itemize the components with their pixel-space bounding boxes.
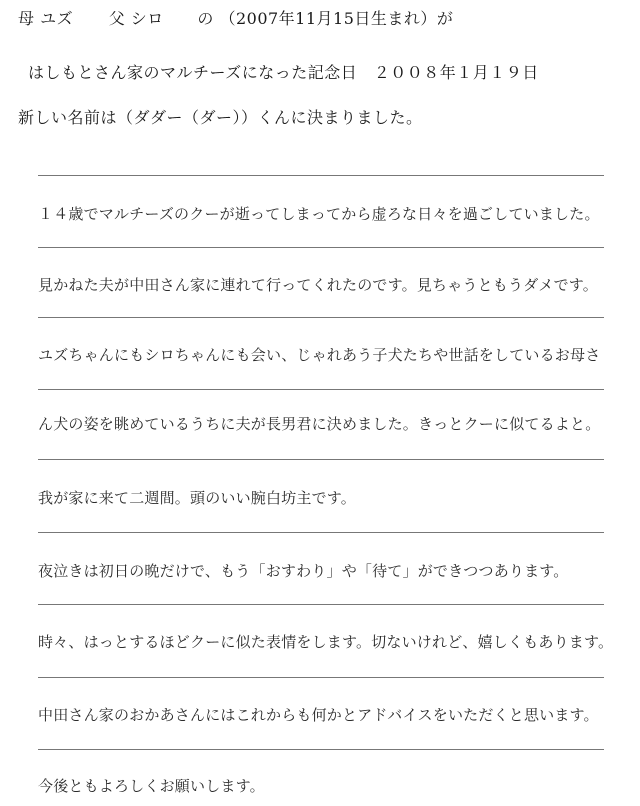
ruled-line: [38, 317, 604, 318]
ruled-line: [38, 459, 604, 460]
letter-line-5: 我が家に来て二週間。頭のいい腕白坊主です。: [38, 489, 357, 507]
mother-name: 母 ユズ: [18, 9, 74, 28]
ruled-line: [38, 389, 604, 390]
parents-line: [18, 6, 453, 29]
letter-line-9: 今後ともよろしくお願いします。: [38, 777, 265, 795]
new-name-line: 新しい名前は（ダダー（ダー））くんに決まりました。: [18, 108, 423, 127]
ruled-line: [38, 175, 604, 176]
ruled-line: [38, 677, 604, 678]
letter-line-3: ユズちゃんにもシロちゃんにも会い、じゃれあう子犬たちや世話をしているお母さ: [38, 346, 601, 364]
birth-date-text: の （2007年11月15日生まれ）が: [197, 9, 454, 28]
father-name: 父 シロ: [108, 9, 164, 28]
letter-line-4: ん犬の姿を眺めているうちに夫が長男君に決めました。きっとクーに似てるよと。: [38, 415, 601, 433]
ruled-line: [38, 532, 604, 533]
anniversary-line: はしもとさん家のマルチーズになった記念日 ２００８年１月１９日: [28, 63, 539, 82]
letter-line-6: 夜泣きは初日の晩だけで、もう「おすわり」や「待て」ができつつあります。: [38, 562, 569, 580]
letter-line-8: 中田さん家のおかあさんにはこれからも何かとアドバイスをいただくと思います。: [38, 706, 599, 724]
letter-line-1: １４歳でマルチーズのクーが逝ってしまってから虚ろな日々を過ごしていました。: [38, 205, 600, 223]
letter-line-7: 時々、はっとするほどクーに似た表情をします。切ないけれど、嬉しくもあります。: [38, 633, 614, 651]
ruled-line: [38, 749, 604, 750]
letter-line-2: 見かねた夫が中田さん家に連れて行ってくれたのです。見ちゃうともうダメです。: [38, 276, 599, 294]
ruled-line: [38, 247, 604, 248]
ruled-line: [38, 604, 604, 605]
